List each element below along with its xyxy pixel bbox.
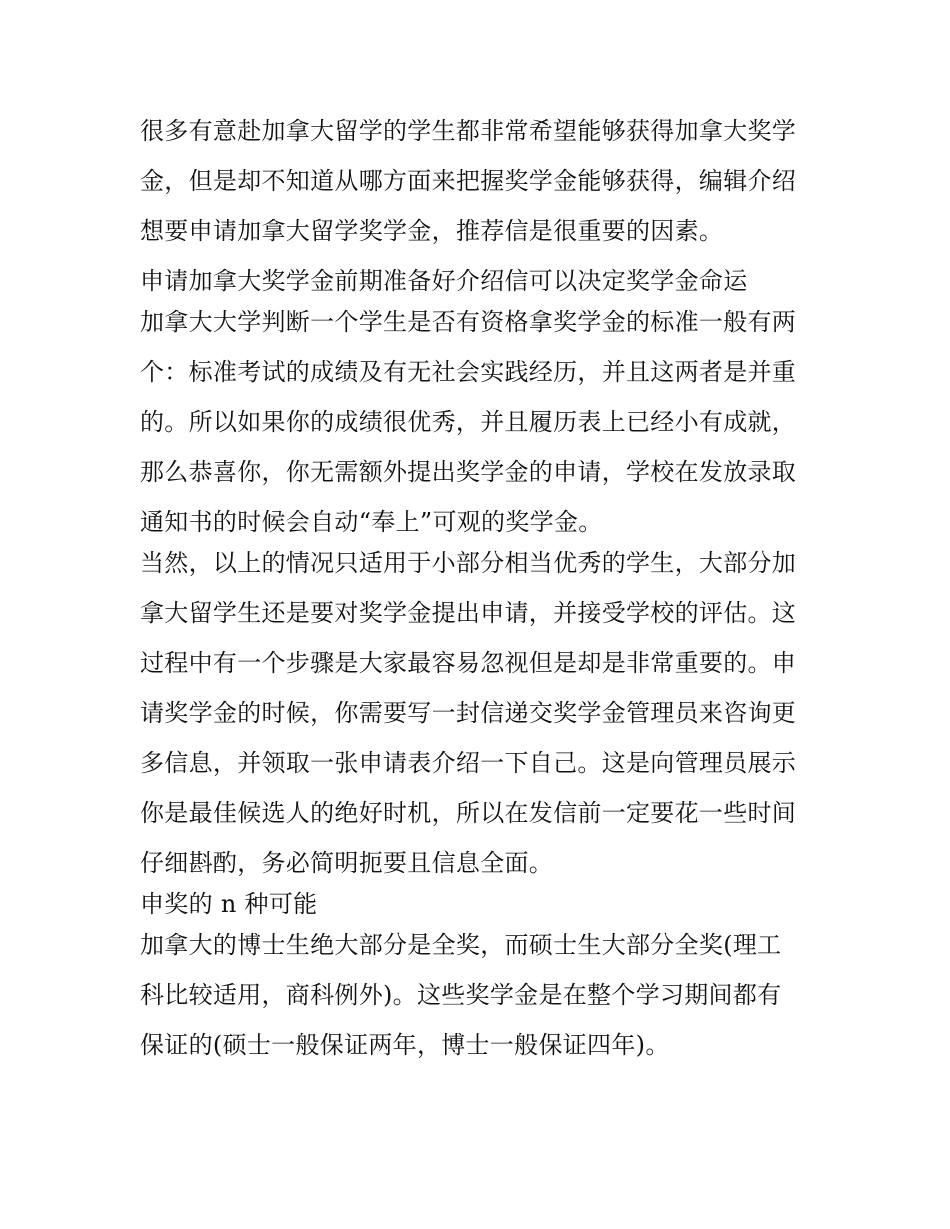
text-line: 请奖学金的时候，你需要写一封信递交奖学金管理员来咨询更 (140, 699, 797, 727)
heading-line: 申奖的 n 种可能 (140, 890, 318, 918)
text-line: 很多有意赴加拿大留学的学生都非常希望能够获得加拿大奖学 (140, 117, 797, 145)
text-line: 金，但是却不知道从哪方面来把握奖学金能够获得，编辑介绍 (140, 167, 797, 195)
paragraph-phd-masters (140, 927, 820, 1077)
paragraph-criteria (140, 304, 820, 545)
text-line: 你是最佳候选人的绝好时机，所以在发信前一定要花一些时间 (140, 799, 797, 827)
text-line: 当然，以上的情况只适用于小部分相当优秀的学生，大部分加 (140, 549, 797, 577)
text-line: 加拿大的博士生绝大部分是全奖，而硕士生大部分全奖(理工 (140, 931, 782, 959)
heading-line: 申请加拿大奖学金前期准备好介绍信可以决定奖学金命运 (140, 267, 748, 295)
text-line: 保证的(硕士一般保证两年，博士一般保证四年)。 (140, 1031, 670, 1059)
text-line: 加拿大大学判断一个学生是否有资格拿奖学金的标准一般有两 (140, 308, 797, 336)
text-line: 仔细斟酌，务必简明扼要且信息全面。 (140, 849, 554, 877)
paragraph-application (140, 545, 820, 886)
section-heading-recommendation (140, 263, 820, 304)
paragraph-intro (140, 113, 820, 263)
document-body (140, 113, 820, 1077)
text-line: 过程中有一个步骤是大家最容易忽视但是却是非常重要的。申 (140, 649, 797, 677)
text-line: 的。所以如果你的成绩很优秀，并且履历表上已经小有成就， (140, 408, 797, 436)
text-line: 想要申请加拿大留学奖学金，推荐信是很重要的因素。 (140, 217, 724, 245)
text-line: 通知书的时候会自动“奉上”可观的奖学金。 (140, 508, 603, 536)
text-line: 多信息，并领取一张申请表介绍一下自己。这是向管理员展示 (140, 749, 797, 777)
text-line: 那么恭喜你，你无需额外提出奖学金的申请，学校在发放录取 (140, 458, 797, 486)
section-heading-possibilities (140, 886, 820, 927)
text-line: 个：标准考试的成绩及有无社会实践经历，并且这两者是并重 (140, 358, 797, 386)
text-line: 拿大留学生还是要对奖学金提出申请，并接受学校的评估。这 (140, 599, 797, 627)
text-line: 科比较适用，商科例外)。这些奖学金是在整个学习期间都有 (140, 981, 782, 1009)
